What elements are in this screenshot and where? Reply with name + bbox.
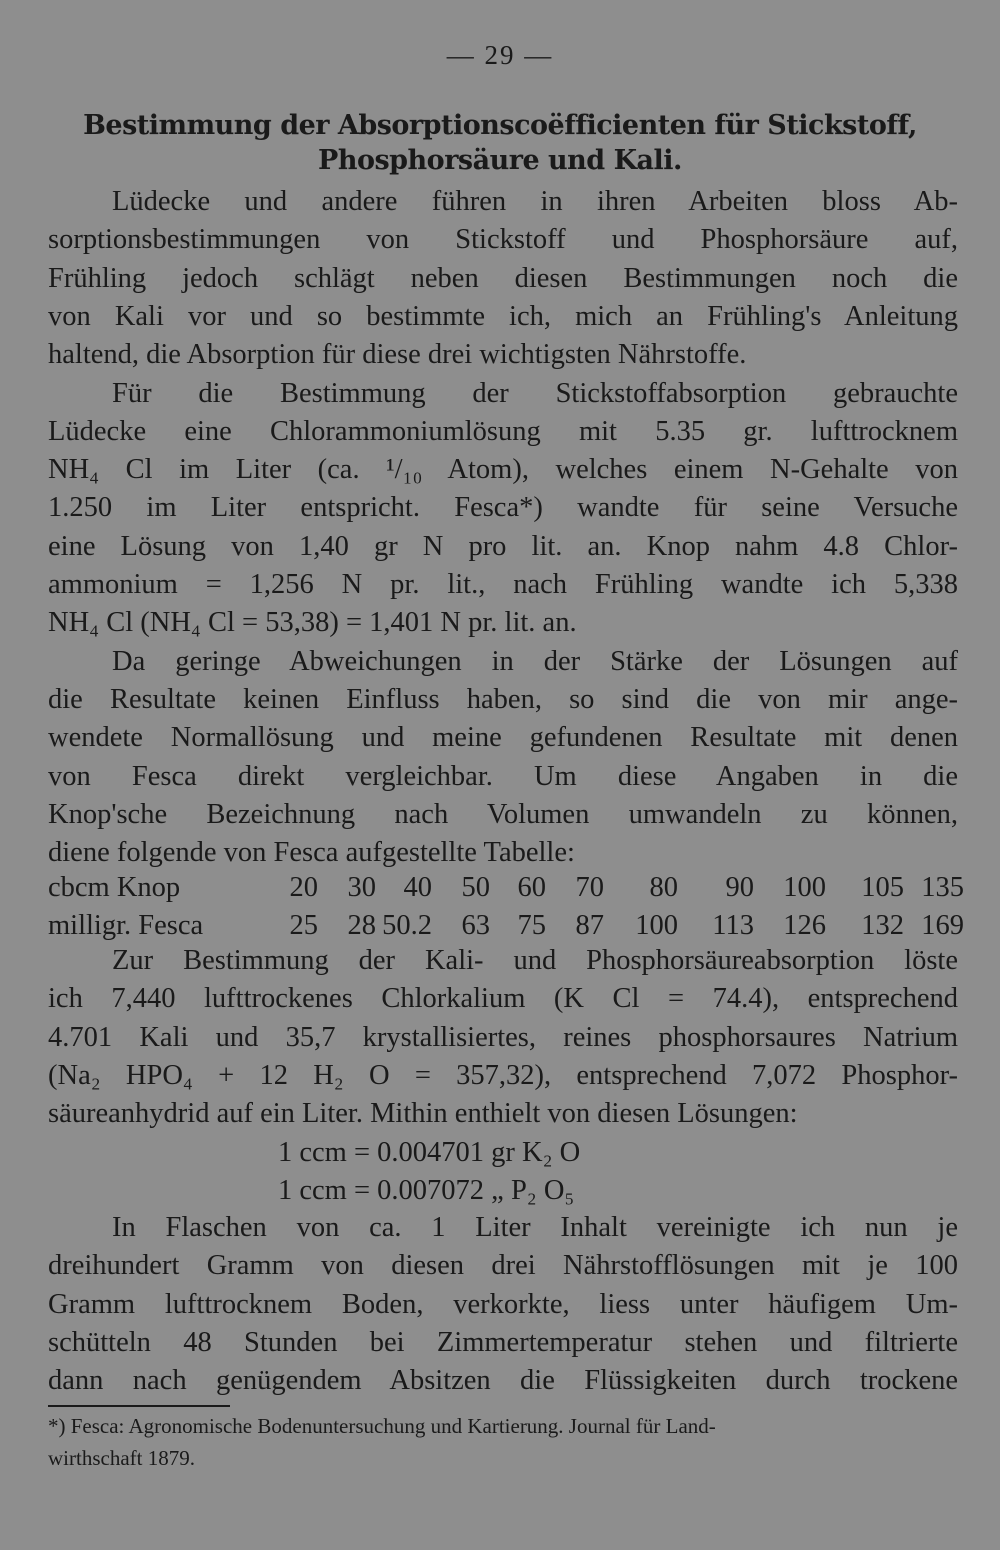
- text-line: Lüdecke und andere führen in ihren Arbeiten bloss Ab-: [112, 186, 958, 217]
- table-cell: 132: [861, 910, 904, 941]
- text-line: ammonium = 1,256 N pr. lit., nach Frühling wandte ich 5,338: [48, 569, 958, 600]
- text-line: schütteln 48 Stunden bei Zimmertemperatur stehen und filtrierte: [48, 1326, 958, 1358]
- text-line: 4.701 Kali und 35,7 krystallisiertes, reines phosphorsaures Natrium: [48, 1021, 958, 1053]
- table-row-label: cbcm Knop: [48, 872, 181, 903]
- table-cell: 28: [347, 910, 376, 941]
- text-line: sorptionsbestimmungen von Stickstoff und Phosphorsäure auf,: [48, 224, 958, 256]
- text-line: Gramm lufttrocknem Boden, verkorkte, liess unter häufigem Um-: [48, 1288, 958, 1320]
- table-cell: 135: [921, 872, 964, 903]
- text-line: Frühling jedoch schlägt neben diesen Bestimmungen noch die: [48, 262, 958, 294]
- table-cell: 90: [725, 872, 754, 903]
- table-row: [48, 910, 964, 944]
- text-line: diene folgende von Fesca aufgestellte Tabelle:: [48, 837, 575, 869]
- table-cell: 80: [649, 872, 678, 903]
- text-line: von Kali vor und so bestimmte ich, mich an Frühling's Anleitung: [48, 300, 958, 332]
- text-line: säureanhydrid auf ein Liter. Mithin enthielt von diesen Lösungen:: [48, 1098, 798, 1130]
- text-line: eine Lösung von 1,40 gr N pro lit. an. Knop nahm 4.8 Chlor-: [48, 530, 958, 562]
- text-line: 1.250 im Liter entspricht. Fesca*) wandte für seine Versuche: [48, 492, 958, 524]
- table-cell: 50: [461, 872, 490, 903]
- text-line: dann nach genügendem Absitzen die Flüssigkeiten durch trockene: [48, 1365, 958, 1397]
- text-line: Knop'sche Bezeichnung nach Volumen umwandeln zu können,: [48, 798, 958, 830]
- table-cell: 30: [347, 872, 376, 903]
- page-number: — 29 —: [446, 40, 554, 70]
- text-line: In Flaschen von ca. 1 Liter Inhalt vereinigte ich nun je: [112, 1212, 958, 1243]
- table-row-label: milligr. Fesca: [48, 910, 204, 941]
- table-cell: 113: [712, 910, 754, 941]
- table-cell: 50.2: [382, 910, 432, 941]
- text-line: haltend, die Absorption für diese drei wichtigsten Nährstoffe.: [48, 339, 747, 371]
- text-line: Da geringe Abweichungen in der Stärke der Lösungen auf: [112, 645, 958, 677]
- text-line: dreihundert Gramm von diesen drei Nährstofflösungen mit je 100: [48, 1250, 958, 1282]
- table-cell: 60: [517, 872, 546, 903]
- equation-line: 1 ccm = 0.007072 „ P₂ O₅: [278, 1175, 575, 1206]
- text-line: Zur Bestimmung der Kali- und Phosphorsäureabsorption löste: [112, 945, 958, 976]
- table-cell: 63: [461, 910, 490, 941]
- text-line: Lüdecke eine Chlorammoniumlösung mit 5.35 gr. lufttrocknem: [48, 415, 958, 447]
- text-line: ich 7,440 lufttrockenes Chlorkalium (K Cl = 74.4), entsprechend: [48, 983, 958, 1015]
- footnote-line-1: *) Fesca: Agronomische Bodenuntersuchung und Kartierung. Journal für Land-: [48, 1414, 716, 1438]
- text-line: von Fesca direkt vergleichbar. Um diese Angaben in die: [48, 760, 958, 792]
- text-line: NH₄ Cl im Liter (ca. ¹/₁₀ Atom), welches einem N-Gehalte von: [48, 454, 958, 486]
- footnote-line-2: wirthschaft 1879.: [48, 1446, 195, 1470]
- table-cell: 20: [289, 872, 318, 903]
- text-line: die Resultate keinen Einfluss haben, so sind die von mir ange-: [48, 683, 958, 715]
- table-cell: 126: [783, 910, 826, 941]
- footnote-divider: [48, 1405, 230, 1407]
- section-heading-line-1: Bestimmung der Absorptionscoëfficienten für Stickstoff,: [83, 110, 917, 141]
- table-cell: 87: [575, 910, 604, 941]
- table-cell: 100: [635, 910, 678, 941]
- table-cell: 100: [783, 872, 826, 903]
- table-cell: 25: [289, 910, 318, 941]
- text-line: (Na₂ HPO₄ + 12 H₂ O = 357,32), entsprechend 7,072 Phosphor-: [48, 1059, 958, 1091]
- table-cell: 105: [861, 872, 904, 903]
- section-heading-line-2: Phosphorsäure und Kali.: [318, 145, 682, 176]
- text-line: wendete Normallösung und meine gefundenen Resultate mit denen: [48, 722, 958, 754]
- table-cell: 70: [575, 872, 604, 903]
- table-cell: 75: [517, 910, 546, 941]
- table-row: [48, 872, 964, 906]
- text-line: Für die Bestimmung der Stickstoffabsorption gebrauchte: [112, 377, 958, 409]
- text-line: NH₄ Cl (NH₄ Cl = 53,38) = 1,401 N pr. lit. an.: [48, 607, 577, 639]
- table-cell: 169: [921, 910, 964, 941]
- equation-line: 1 ccm = 0.004701 gr K₂ O: [278, 1137, 581, 1168]
- table-cell: 40: [403, 872, 432, 903]
